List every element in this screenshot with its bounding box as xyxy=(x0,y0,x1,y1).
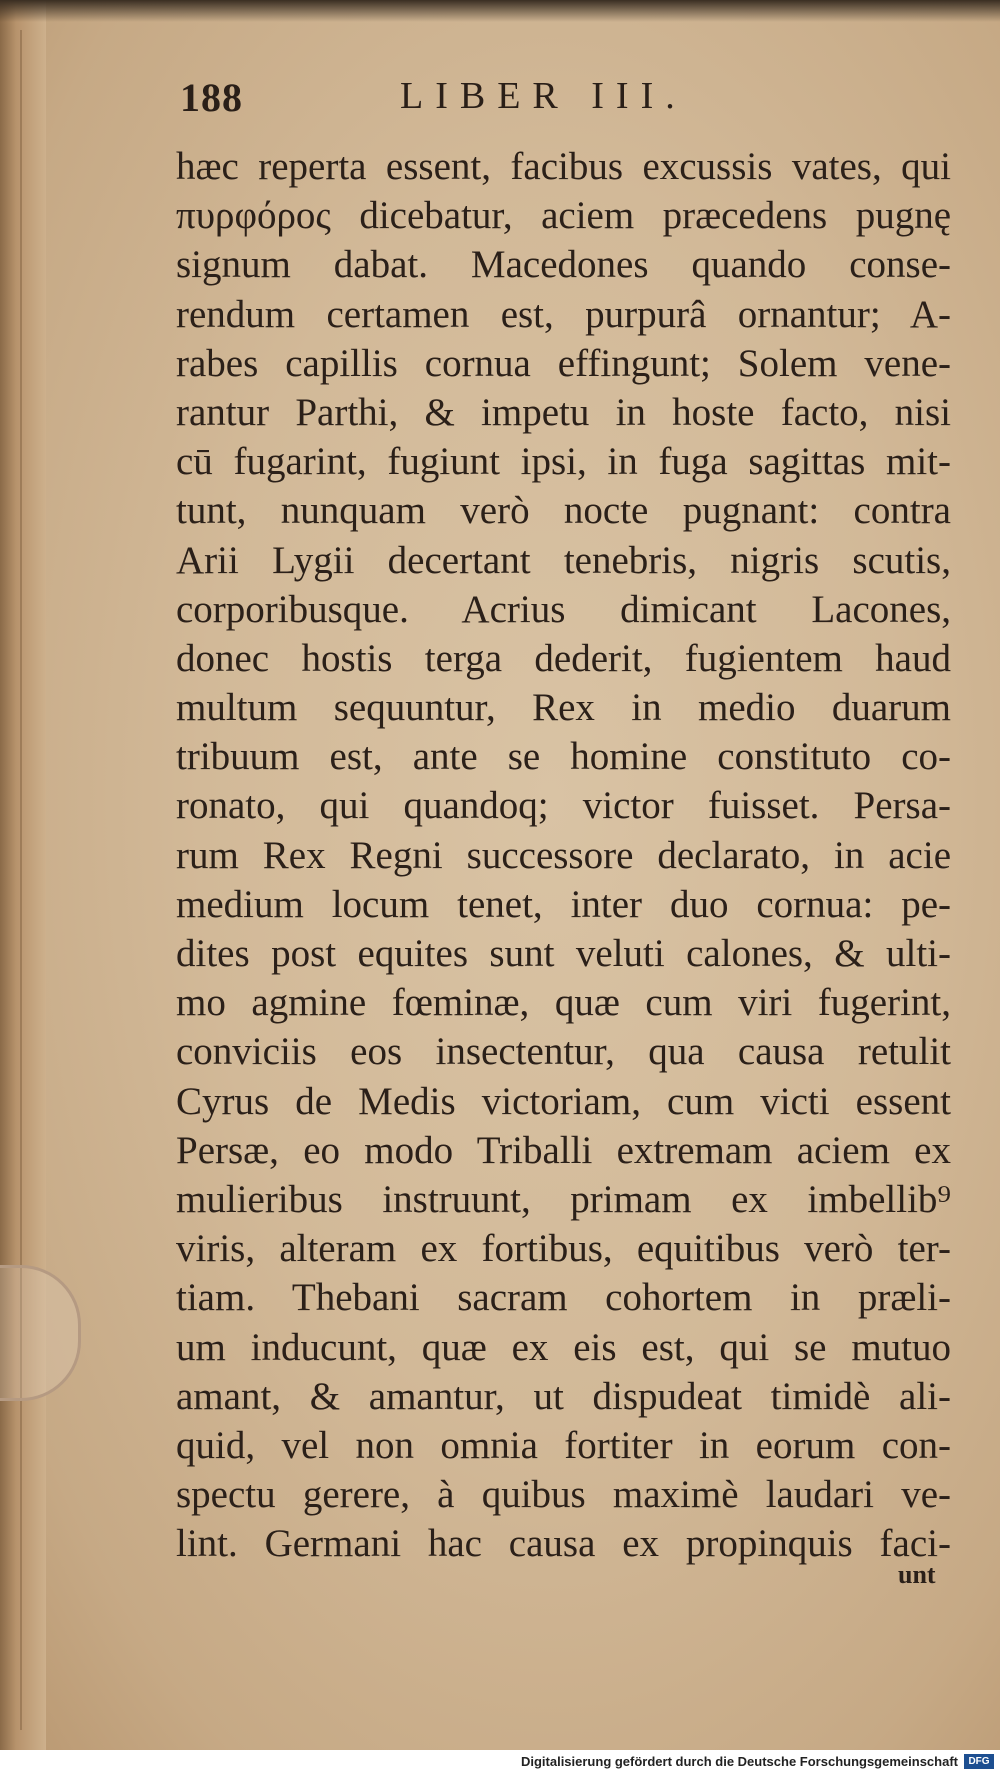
text-line: multum sequuntur, Rex in medio duarum xyxy=(176,686,951,730)
text-line: medium locum tenet, inter duo cornua: pe- xyxy=(176,882,951,926)
text-line: dites post equites sunt veluti calones, & ulti- xyxy=(176,932,951,975)
page-edge xyxy=(0,0,46,1775)
text-line: rabes capillis cornua effingunt; Solem vene- xyxy=(176,341,951,385)
top-shadow xyxy=(0,0,1000,22)
text-line: mo agmine fœminæ, quæ cum viri fugerint, xyxy=(176,981,951,1025)
text-line: signum dabat. Macedones quando conse- xyxy=(176,243,951,287)
text-line: cū fugarint, fugiunt ipsi, in fuga sagittas mit- xyxy=(176,440,951,484)
text-line: tunt, nunquam verò nocte pugnant: contra xyxy=(176,489,951,533)
text-line: ronato, qui quandoq; victor fuisset. Persa- xyxy=(176,784,951,828)
running-head: LIBER III. xyxy=(400,75,687,117)
text-line: tribuum est, ante se homine constituto co- xyxy=(176,735,951,779)
text-line: hæc reperta essent, facibus excussis vates, qui xyxy=(176,145,951,188)
dfg-logo: DFG xyxy=(964,1754,994,1769)
text-line: conviciis eos insectentur, qua causa retulit xyxy=(176,1030,951,1074)
text-line: rendum certamen est, purpurâ ornantur; A- xyxy=(176,292,951,336)
text-line: tiam. Thebani sacram cohortem in præli- xyxy=(176,1276,951,1320)
text-line: spectu gerere, à quibus maximè laudari ve- xyxy=(176,1473,951,1517)
text-line: donec hostis terga dederit, fugientem haud xyxy=(176,636,951,680)
page-edge-line xyxy=(20,30,22,1730)
text-line: πυρφόρος dicebatur, aciem præcedens pugnę xyxy=(176,194,951,238)
footer-credit: Digitalisierung gefördert durch die Deutsche Forschungsgemeinschaft xyxy=(520,1754,958,1769)
text-line: lint. Germani hac causa ex propinquis faci- xyxy=(176,1522,951,1566)
text-line: Arii Lygii decertant tenebris, nigris scutis, xyxy=(176,538,951,582)
footer-bar xyxy=(0,1750,1000,1775)
text-line: Persæ, eo modo Triballi extremam aciem ex xyxy=(176,1128,951,1172)
text-line: mulieribus instruunt, primam ex imbellib⁹ xyxy=(176,1177,951,1221)
catchword: unt xyxy=(898,1560,936,1589)
page-number: 188 xyxy=(180,75,243,120)
text-line: Cyrus de Medis victoriam, cum victi essent xyxy=(176,1079,951,1123)
text-line: amant, & amantur, ut dispudeat timidè ali- xyxy=(176,1374,951,1418)
text-line: viris, alteram ex fortibus, equitibus verò ter- xyxy=(176,1227,951,1271)
page-clip xyxy=(0,1265,81,1401)
body-text xyxy=(176,142,951,1568)
text-line: rum Rex Regni successore declarato, in acie xyxy=(176,833,951,877)
text-line: rantur Parthi, & impetu in hoste facto, nisi xyxy=(176,390,951,434)
text-line: um inducunt, quæ ex eis est, qui se mutuo xyxy=(176,1325,951,1369)
text-line: quid, vel non omnia fortiter in eorum con- xyxy=(176,1423,951,1467)
page-header xyxy=(180,74,740,124)
text-line: corporibusque. Acrius dimicant Lacones, xyxy=(176,587,951,631)
